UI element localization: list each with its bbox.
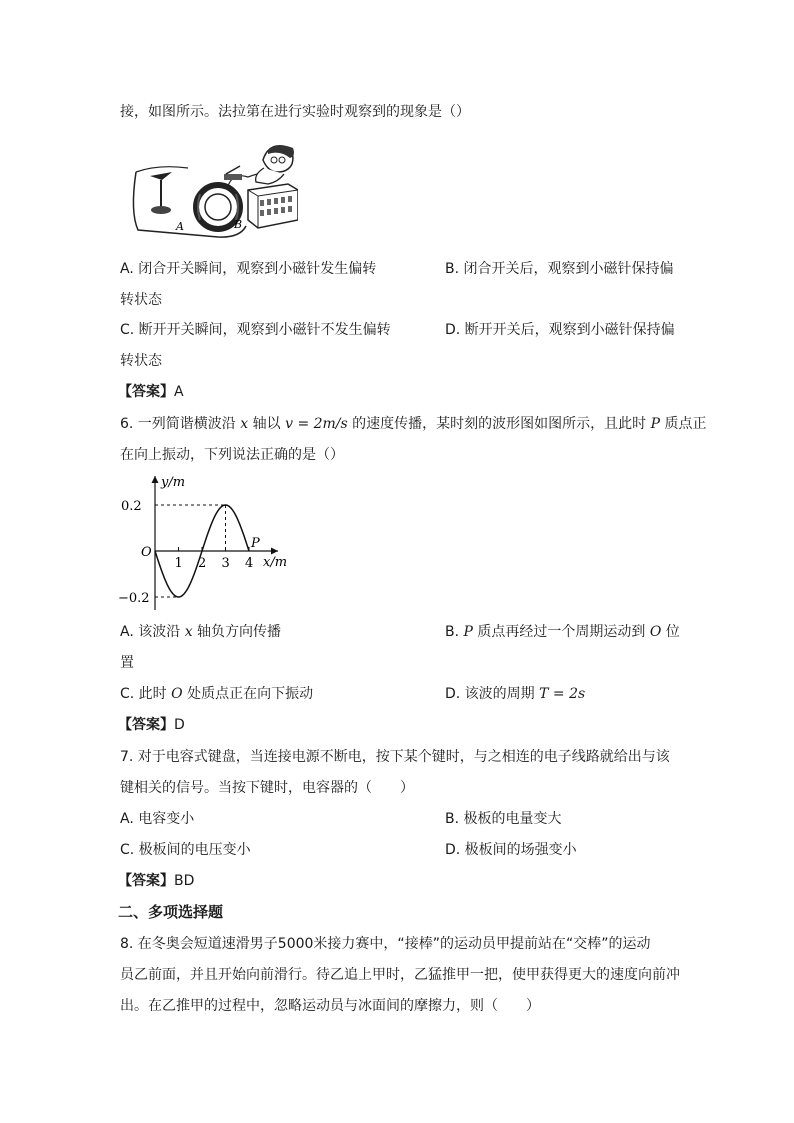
q6-option-text: 质点再经过一个周期运动到	[472, 624, 650, 640]
compass-needle-icon	[150, 172, 172, 214]
question-5-stem: 接，如图所示。法拉第在进行实验时观察到的现象是（）	[120, 104, 470, 120]
q7-answer	[118, 871, 194, 891]
q6-symbol-o: O	[649, 624, 662, 640]
q6-symbol-p: P	[650, 416, 661, 432]
q6-option-b-continued: 置	[120, 655, 134, 671]
wave-graph	[118, 470, 298, 612]
q6-option-a	[120, 622, 281, 642]
q6-text: 的速度传播，某时刻的波形图如图所示，且此时	[347, 416, 651, 432]
q6-option-text: B.	[445, 624, 464, 640]
q6-text: 轴以	[248, 416, 286, 432]
x-tick-label: 4	[245, 556, 254, 571]
q7-option-d: D. 极板间的场强变小	[445, 842, 577, 858]
q7-option-a: A. 电容变小	[120, 811, 195, 827]
q6-symbol-x: x	[184, 624, 193, 640]
q7-stem-line-1: 7. 对于电容式键盘，当连接电源不断电，按下某个键时，与之相连的电子线路就给出与该	[120, 749, 670, 765]
faraday-figure-icon	[256, 145, 294, 184]
q6-option-text: C. 此时	[120, 686, 172, 702]
q6-stem-line-2: 在向上振动，下列说法正确的是（）	[120, 447, 344, 463]
answer-tag: 【答案】	[118, 873, 174, 889]
switch-icon	[224, 166, 242, 180]
coil-b-label: B	[234, 218, 243, 231]
coil-a-label: A	[176, 220, 184, 233]
q6-symbol-o: O	[171, 686, 183, 702]
q6-text: 6. 一列简谐横波沿	[120, 416, 241, 432]
q5-option-c: C. 断开开关瞬间，观察到小磁针不发生偏转	[120, 322, 391, 338]
x-axis-label: x/m	[263, 555, 288, 570]
answer-tag: 【答案】	[118, 717, 174, 733]
x-tick-label: 3	[221, 556, 230, 571]
q7-option-c: C. 极板间的电压变小	[120, 842, 251, 858]
faraday-experiment-figure	[128, 142, 298, 242]
q7-option-b: B. 极板的电量变大	[445, 811, 562, 827]
y-axis-label: y/m	[161, 475, 186, 490]
point-p-label: P	[251, 536, 260, 551]
q8-stem-line-2: 员乙前面，并且开始向前滑行。待乙追上甲时，乙猛推甲一把，使甲获得更大的速度向前冲	[120, 967, 680, 983]
q6-option-text: 处质点正在向下振动	[182, 686, 314, 702]
q6-answer	[118, 715, 185, 735]
q5-option-b-continued: 转状态	[120, 292, 162, 308]
answer-value: A	[174, 384, 184, 400]
q6-option-c	[120, 684, 313, 704]
q6-symbol-p: P	[463, 624, 473, 640]
q6-option-b	[445, 622, 680, 642]
y-tick-label: 0.2	[121, 499, 142, 514]
q6-option-text: D. 该波的周期	[445, 686, 540, 702]
q5-option-a: A. 闭合开关瞬间，观察到小磁针发生偏转	[120, 261, 377, 277]
answer-value: D	[174, 717, 185, 733]
q6-symbol-v: v = 2m/s	[285, 416, 348, 432]
q5-option-d-continued: 转状态	[120, 353, 162, 369]
q6-text: 质点正	[660, 416, 707, 432]
section-heading: 二、多项选择题	[118, 903, 224, 921]
y-tick-label: −0.2	[118, 591, 150, 606]
q7-stem-line-2: 键相关的信号。当按下键时，电容器的（ ）	[120, 780, 414, 796]
battery-box-icon	[248, 184, 298, 228]
q6-stem-line-1	[120, 414, 706, 434]
q6-option-text: 位	[661, 624, 680, 640]
q6-option-text: 轴负方向传播	[192, 624, 282, 640]
q6-symbol-t: T = 2s	[539, 686, 586, 702]
q8-stem-line-3: 出。在乙推甲的过程中，忽略运动员与冰面间的摩擦力，则（ ）	[120, 998, 540, 1014]
x-tick-label: 2	[198, 556, 207, 571]
q8-stem-line-1: 8. 在冬奥会短道速滑男子5000米接力赛中，“接棒”的运动员甲提前站在“交棒”的运动	[120, 936, 651, 952]
answer-value: BD	[174, 873, 195, 889]
origin-label: O	[141, 545, 152, 560]
q6-symbol-x: x	[240, 416, 249, 432]
answer-tag: 【答案】	[118, 384, 174, 400]
x-tick-label: 1	[174, 556, 183, 571]
q5-option-d: D. 断开开关后，观察到小磁针保持偏	[445, 322, 675, 338]
q5-option-b: B. 闭合开关后，观察到小磁针保持偏	[445, 261, 674, 277]
q6-option-d	[445, 684, 585, 704]
q6-option-text: A. 该波沿	[120, 624, 185, 640]
q5-answer	[118, 382, 184, 402]
